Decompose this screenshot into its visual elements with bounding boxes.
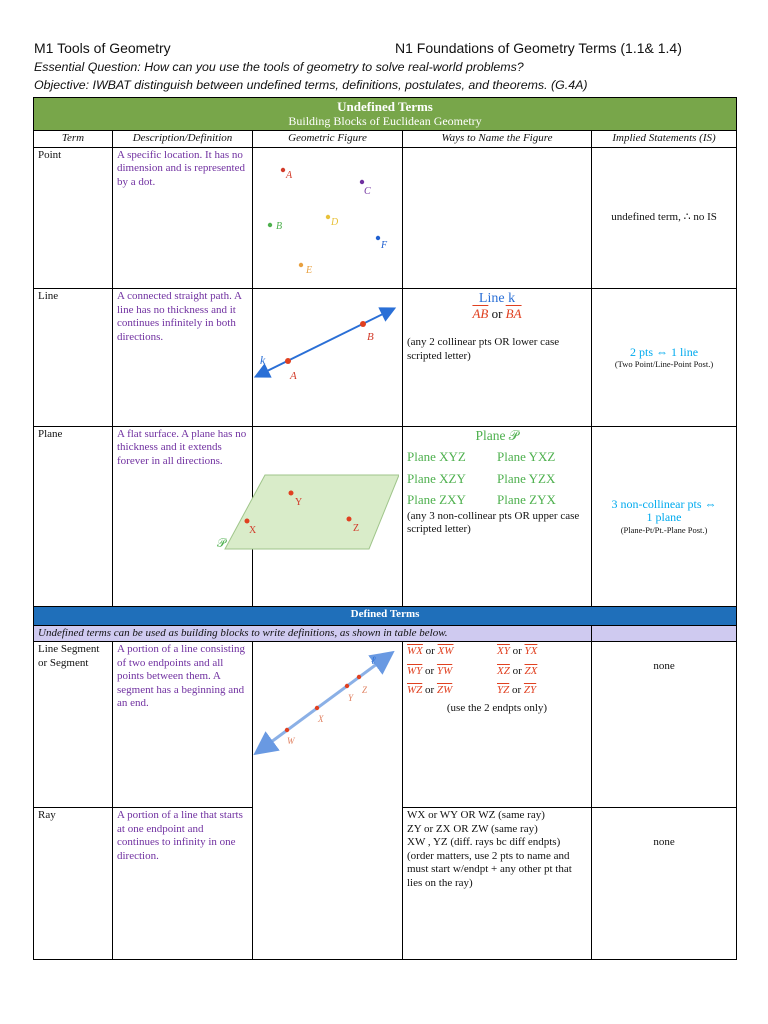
undefined-terms-band — [34, 98, 737, 131]
plane-figure — [217, 427, 399, 605]
segment-or: or — [512, 684, 522, 696]
ray-name-line: WX or WY OR WZ (same ray) — [407, 809, 545, 821]
segment-point-x — [315, 706, 319, 710]
desc-plane: A flat surface. A plane has no thickness and it extends forever in all directions. — [113, 426, 253, 606]
ray-name-line: XW , YZ (diff. rays bc diff endpts) — [407, 836, 561, 848]
figure-point — [253, 147, 403, 289]
implied-plane — [592, 426, 737, 606]
segment-label-z: Z — [362, 685, 368, 695]
plane-point-z — [347, 516, 352, 521]
segment-or: or — [425, 664, 435, 677]
defined-terms-note: Undefined terms can be used as building blocks to write definitions, as shown in table below. — [34, 625, 592, 642]
segment-pair — [497, 665, 587, 679]
plane-name: Plane YZX — [497, 470, 556, 486]
segment-point-w — [285, 728, 289, 732]
line-implied-postulate: (Two Point/Line-Point Post.) — [614, 359, 714, 369]
plane-implied-postulate: (Plane-Pt/Pt.-Plane Post.) — [620, 524, 708, 535]
segment-name: $\overline{XY}$ — [497, 645, 510, 657]
objective: Objective: IWBAT distinguish between undefined terms, definitions, postulates, and theorems. (G.4A) — [34, 78, 588, 92]
plane-name-title: Plane 𝒫 — [475, 427, 519, 443]
point-label-d: D — [331, 216, 339, 228]
point-label-a: A — [286, 169, 293, 181]
row-plane — [34, 426, 737, 606]
line-name-title: Line k — [478, 291, 516, 306]
col-names: Ways to Name the Figure — [403, 131, 592, 148]
defined-terms-title: Defined Terms — [34, 606, 737, 625]
plane-implied-line1: 3 non-collinear pts ⇔ — [611, 496, 717, 511]
desc-line: A connected straight path. A line has no thickness and it continues infinitely in both directions. — [113, 289, 253, 427]
point-dot-d — [326, 214, 330, 218]
segment-name-note: (use the 2 endpts only) — [446, 701, 548, 714]
segment-label-l: ℓ — [371, 655, 376, 667]
line-label-a: A — [290, 370, 297, 382]
segment-name-grid — [407, 645, 587, 698]
plane-label-z: Z — [353, 522, 360, 534]
plane-name: Plane XZY — [407, 470, 466, 486]
line-label-b: B — [367, 331, 374, 343]
term-segment: Line Segment or Segment — [34, 642, 113, 808]
term-plane: Plane — [34, 426, 113, 606]
term-line: Line — [34, 289, 113, 427]
defined-terms-note-empty — [592, 625, 737, 642]
term-ray: Ray — [34, 808, 113, 960]
segment-name: $\overline{YX}$ — [524, 645, 538, 657]
plane-name: Plane YXZ — [497, 449, 556, 464]
line-point-a — [285, 358, 291, 364]
implied-line — [592, 289, 737, 427]
segment-figure — [253, 642, 403, 792]
point-figure — [253, 148, 403, 284]
ray-name-line: (order matters, use 2 pts to name and must start w/endpt + any other pt that lies on the ray) — [407, 849, 572, 889]
column-header-row — [34, 131, 737, 148]
implied-point: undefined term, ∴ no IS — [592, 147, 737, 289]
line-label-k: k — [260, 353, 266, 367]
figure-segment-ray — [253, 642, 403, 960]
segment-point-z — [357, 675, 361, 679]
plane-name-note: (any 3 non-collinear pts OR upper case scripted letter) — [407, 509, 580, 535]
ray-name-line: ZY or ZX OR ZW (same ray) — [407, 822, 538, 835]
point-label-c: C — [364, 185, 371, 197]
col-term: Term — [34, 131, 113, 148]
line-implied-text: 2 pts ⇔ 1 line — [630, 344, 699, 359]
names-point — [403, 147, 592, 289]
point-label-b: B — [276, 220, 283, 232]
segment-name: $\overline{WX}$ — [407, 645, 423, 657]
segment-label-y: Y — [348, 693, 354, 703]
segment-pair — [497, 645, 587, 659]
names-ray — [403, 808, 592, 960]
point-dot-e — [299, 262, 303, 266]
col-figure: Geometric Figure — [253, 131, 403, 148]
desc-ray: A portion of a line that starts at one endpoint and continues to infinity in one direction. — [113, 808, 253, 960]
plane-label-p: 𝒫 — [217, 535, 226, 550]
segment-name: $\overline{ZY}$ — [523, 684, 537, 696]
plane-implied-line2: 1 plane — [646, 510, 682, 524]
plane-label-x: X — [249, 524, 257, 536]
point-dot-c — [360, 179, 364, 183]
line-figure — [253, 289, 403, 421]
segment-pair — [407, 684, 497, 698]
plane-shape — [225, 475, 399, 549]
plane-name: Plane ZYX — [497, 492, 556, 507]
line-point-b — [360, 321, 366, 327]
row-line — [34, 289, 737, 427]
segment-pair — [407, 665, 497, 679]
col-implied: Implied Statements (IS) — [592, 131, 737, 148]
undefined-terms-title: Undefined Terms — [337, 99, 433, 114]
point-label-f: F — [381, 239, 388, 251]
segment-name: $\overline{WY}$ — [407, 664, 423, 677]
plane-label-y: Y — [295, 496, 303, 508]
essential-question: Essential Question: How can you use the tools of geometry to solve real-world problems? — [34, 60, 524, 74]
plane-point-x — [245, 518, 250, 523]
line-name-ba: $\overline{BA}$ — [505, 305, 522, 321]
segment-label-w: W — [287, 736, 295, 746]
row-segment — [34, 642, 737, 808]
segment-pair — [497, 684, 587, 698]
segment-name: $\overline{WZ}$ — [407, 684, 423, 696]
segment-line-stroke — [263, 658, 385, 748]
point-dot-a — [281, 167, 285, 171]
segment-or: or — [425, 684, 435, 696]
plane-point-y — [289, 490, 294, 495]
segment-label-x: X — [318, 714, 324, 724]
names-plane — [403, 426, 592, 606]
line-name-ab: $\overline{AB}$ — [472, 305, 489, 321]
names-segment — [403, 642, 592, 808]
figure-plane — [217, 426, 403, 606]
term-point: Point — [34, 147, 113, 289]
defined-terms-note-row — [34, 625, 737, 642]
segment-or: or — [512, 664, 522, 677]
plane-name-grid — [407, 450, 587, 507]
segment-point-y — [345, 684, 349, 688]
segment-name: $\overline{ZX}$ — [524, 664, 538, 677]
undefined-terms-subtitle: Building Blocks of Euclidean Geometry — [288, 114, 482, 128]
line-name-options — [407, 307, 587, 321]
implied-ray: none — [592, 808, 737, 960]
figure-line — [253, 289, 403, 427]
segment-or: or — [512, 645, 522, 657]
point-dot-f — [376, 235, 380, 239]
col-description: Description/Definition — [113, 131, 253, 148]
segment-name: $\overline{ZW}$ — [436, 684, 453, 696]
note-title: N1 Foundations of Geometry Terms (1.1& 1.4) — [395, 40, 682, 56]
unit-title: M1 Tools of Geometry — [34, 40, 171, 56]
defined-terms-band — [34, 606, 737, 625]
desc-segment: A portion of a line consisting of two endpoints and all points between them. A segment has a beginning and an end. — [113, 642, 253, 808]
names-line — [403, 289, 592, 427]
row-point — [34, 147, 737, 289]
point-dot-b — [268, 222, 272, 226]
implied-segment: none — [592, 642, 737, 808]
segment-pair — [407, 645, 497, 659]
segment-name: $\overline{YW}$ — [436, 664, 453, 677]
plane-name: Plane XYZ — [407, 449, 466, 464]
terms-table — [33, 97, 737, 960]
segment-name: $\overline{XW}$ — [437, 645, 454, 657]
segment-or: or — [425, 645, 435, 657]
desc-point: A specific location. It has no dimension and is represented by a dot. — [113, 147, 253, 289]
point-label-e: E — [306, 264, 313, 276]
plane-name: Plane ZXY — [407, 492, 466, 507]
segment-name: $\overline{YZ}$ — [497, 684, 510, 696]
line-name-or: or — [491, 305, 503, 321]
line-name-note: (any 2 collinear pts OR lower case scripted letter) — [407, 336, 560, 362]
segment-name: $\overline{XZ}$ — [497, 664, 510, 677]
